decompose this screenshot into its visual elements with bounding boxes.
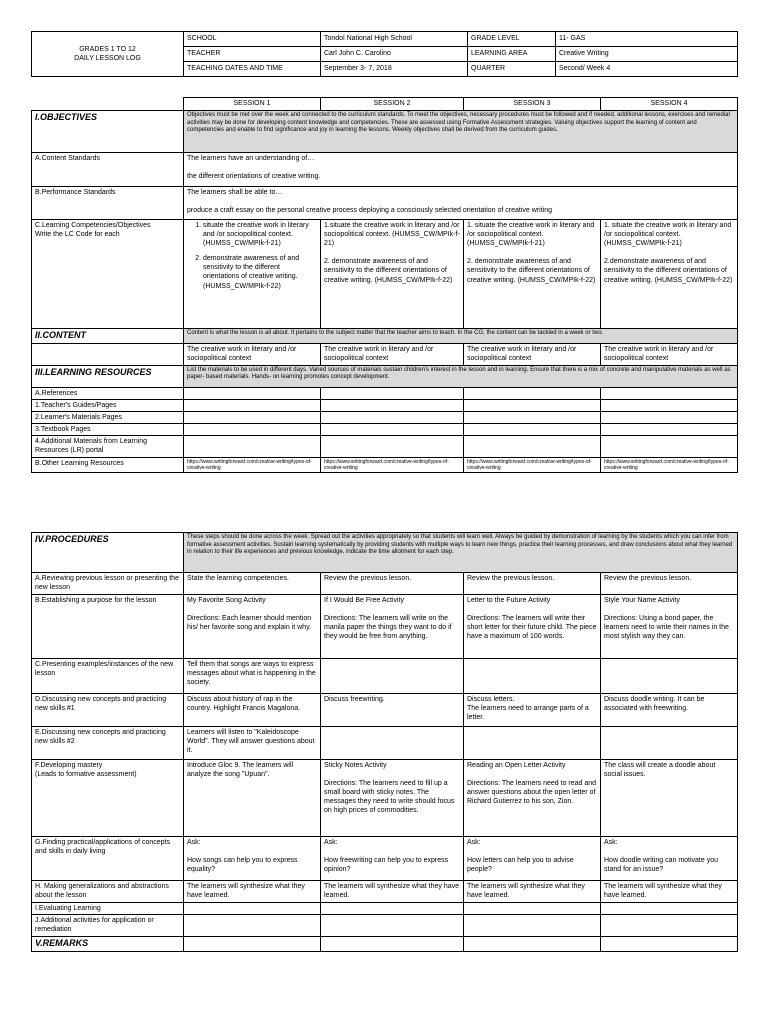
procedure-label: B.Establishing a purpose for the lesson — [32, 595, 184, 659]
lc-session-3: 1. situate the creative work in literary and /or sociopolitical context. (HUMSS_CW/MPIk-f-21) 2. demonstrate awareness of and sensitivity to the different orientations of creative writing. (HUMSS_CW/MPIk-f-22) — [464, 220, 601, 329]
learning-competencies-label: C.Learning Competencies/Objectives Write the LC Code for each — [32, 220, 184, 329]
procedure-cell: Reading an Open Letter Activity Directions: The learners need to read and answer questions about the open letter of Richard Gutierrez to his son, Zion. — [464, 760, 601, 837]
lesson-table-procedures — [31, 532, 738, 952]
procedure-cell — [321, 915, 464, 937]
procedure-cell: Introduce Gloc 9. The learners will analyze the song "Upuan". — [184, 760, 321, 837]
teacher-guides-s3 — [464, 399, 601, 411]
grade-label: GRADE LEVEL — [468, 32, 556, 47]
procedure-cell: My Favorite Song Activity Directions: Each learner should mention his/ her favorite song and explain it why. — [184, 595, 321, 659]
content-note: Content is what the lesson is all about. It pertains to the subject matter that the teacher aims to teach. In the CG, the content can be tackled in a week or two. — [184, 329, 738, 344]
procedure-label: I.Evaluating Learning — [32, 903, 184, 915]
performance-standards-text: The learners shall be able to… produce a craft essay on the personal creative process deploying a consciously selected orientation of creative writing — [184, 187, 738, 220]
procedure-cell: Letter to the Future Activity Directions: The learners will write their short letter for their future child. The piece have a maximum of 100 words. — [464, 595, 601, 659]
procedure-cell: The learners will synthesize what they have learned. — [321, 881, 464, 903]
resource-link[interactable]: https://www.writingforward.com/creative-writing/types-of-creative-writing — [321, 458, 464, 473]
learner-materials-s2 — [321, 411, 464, 423]
session-1-header: SESSION 1 — [184, 98, 321, 111]
learner-materials-s1 — [184, 411, 321, 423]
remarks-heading: V.REMARKS — [32, 937, 184, 952]
remarks-s4 — [601, 937, 738, 952]
procedure-cell: Ask: How doodle writing can motivate you stand for an issue? — [601, 837, 738, 881]
lesson-table-top — [31, 97, 738, 473]
procedure-cell: The learners will synthesize what they have learned. — [184, 881, 321, 903]
teacher-guides-s2 — [321, 399, 464, 411]
textbook-s1 — [184, 423, 321, 435]
procedure-cell — [464, 915, 601, 937]
document-title: GRADES 1 TO 12 DAILY LESSON LOG — [32, 32, 184, 77]
references-s1 — [184, 387, 321, 399]
procedure-cell: Style Your Name Activity Directions: Using a bond paper, the learners need to write their names in the most stylish way they can. — [601, 595, 738, 659]
procedure-cell — [321, 903, 464, 915]
session-2-header: SESSION 2 — [321, 98, 464, 111]
references-label: A.References — [32, 387, 184, 399]
grade-value: 11- GAS — [556, 32, 738, 47]
procedure-cell — [321, 659, 464, 694]
procedure-cell: State the learning competencies. — [184, 573, 321, 595]
additional-s3 — [464, 436, 601, 458]
session-4-header: SESSION 4 — [601, 98, 738, 111]
additional-s4 — [601, 436, 738, 458]
remarks-s3 — [464, 937, 601, 952]
procedure-cell — [601, 915, 738, 937]
textbook-pages-label: 3.Textbook Pages — [32, 423, 184, 435]
procedure-cell — [184, 903, 321, 915]
area-label: LEARNING AREA — [468, 47, 556, 62]
procedure-cell — [321, 727, 464, 760]
content-standards-text: The learners have an understanding of… the different orientations of creative writing. — [184, 153, 738, 187]
procedure-cell: Discuss doodle writing. It can be associated with freewriting. — [601, 694, 738, 727]
content-session-3: The creative work in literary and /or sociopolitical context — [464, 343, 601, 365]
procedure-cell: Review the previous lesson. — [464, 573, 601, 595]
learning-resources-note: List the materials to be used in different days. Varied sources of materials sustain children's interest in the lesson and in learning. Ensure that there is a mix of concrete and manipulative materials as well as paper- based materials. Hands- on learning promotes concept development. — [184, 365, 738, 387]
procedure-label: C.Presenting examples/instances of the new lesson — [32, 659, 184, 694]
session-header-spacer — [32, 98, 184, 111]
procedures-heading: IV.PROCEDURES — [32, 533, 184, 573]
references-s2 — [321, 387, 464, 399]
procedure-label: F.Developing mastery (Leads to formative assessment) — [32, 760, 184, 837]
teacher-value: Carl John C. Carolino — [321, 47, 468, 62]
content-standards-label: A.Content Standards — [32, 153, 184, 187]
procedure-cell: Discuss letters. The learners need to arrange parts of a letter. — [464, 694, 601, 727]
learner-materials-s3 — [464, 411, 601, 423]
references-s3 — [464, 387, 601, 399]
additional-s1 — [184, 436, 321, 458]
procedure-cell — [184, 915, 321, 937]
procedure-cell: If I Would Be Free Activity Directions: The learners will write on the manila paper the things they want to do if they would be free from anything. — [321, 595, 464, 659]
other-resources-label: B.Other Learning Resources — [32, 458, 184, 473]
procedure-cell: The learners will synthesize what they have learned. — [464, 881, 601, 903]
procedure-cell — [601, 903, 738, 915]
procedure-cell: Review the previous lesson. — [321, 573, 464, 595]
objectives-heading: I.OBJECTIVES — [32, 111, 184, 153]
procedure-label: J.Additional activities for application or remediation — [32, 915, 184, 937]
procedure-cell: Discuss freewriting. — [321, 694, 464, 727]
procedure-label: D.Discussing new concepts and practicing new skills #1 — [32, 694, 184, 727]
additional-materials-label: 4.Additional Materials from Learning Resources (LR) portal — [32, 436, 184, 458]
procedure-cell: Review the previous lesson. — [601, 573, 738, 595]
resource-link[interactable]: https://www.writingforward.com/creative-writing/types-of-creative-writing — [464, 458, 601, 473]
lc-session-1-item: 1. situate the creative work in literary and /or sociopolitical context. (HUMSS_CW/MPIk-f-21) — [203, 221, 317, 248]
dates-label: TEACHING DATES AND TIME — [184, 62, 321, 77]
quarter-label: QUARTER — [468, 62, 556, 77]
lc-session-4: 1. situate the creative work in literary and /or sociopolitical context. (HUMSS_CW/MPIk-f-21) 2.demonstrate awareness of and sensitivity to the different orientations of creative writing. (HUMSS_CW/MPIk-f-22) — [601, 220, 738, 329]
performance-standards-label: B.Performance Standards — [32, 187, 184, 220]
procedure-cell: Ask: How freewriting can help you to express opinion? — [321, 837, 464, 881]
additional-s2 — [321, 436, 464, 458]
procedure-cell: The class will create a doodle about social issues. — [601, 760, 738, 837]
procedure-cell — [601, 659, 738, 694]
procedure-label: G.Finding practical/applications of concepts and skills in daily living — [32, 837, 184, 881]
school-value: Tondol National High School — [321, 32, 468, 47]
content-session-4: The creative work in literary and /or sociopolitical context — [601, 343, 738, 365]
procedures-note: These steps should be done across the week. Spread out the activities appropriately so that students will learn well. Always be guided by demonstration of learning by the students which you can infer from formative assessment activities. Sustain learning systematically by providing students with multiple ways to learn new things, practice their learning processes, and draw conclusions about what they learned in relation to their life experiences and previous knowledge, indicate the time allotment for each step. — [184, 533, 738, 573]
dates-value: September 3- 7, 2018 — [321, 62, 468, 77]
procedure-label: A.Reviewing previous lesson or presenting the new lesson — [32, 573, 184, 595]
procedure-cell: Tell them that songs are ways to express messages about what is happening in the society. — [184, 659, 321, 694]
references-s4 — [601, 387, 738, 399]
procedure-cell — [464, 903, 601, 915]
school-label: SCHOOL — [184, 32, 321, 47]
content-heading: II.CONTENT — [32, 329, 184, 344]
remarks-s2 — [321, 937, 464, 952]
lc-session-2: 1.situate the creative work in literary and /or sociopolitical context. (HUMSS_CW/MPIk-f-21) 2. demonstrate awareness of and sensitivity to the different orientations of creative writing. (HUMSS_CW/MPIk-f-22) — [321, 220, 464, 329]
quarter-value: Second/ Week 4 — [556, 62, 738, 77]
textbook-s4 — [601, 423, 738, 435]
teacher-guides-s4 — [601, 399, 738, 411]
resource-link[interactable]: https://www.writingforward.com/creative-writing/types-of-creative-writing — [601, 458, 738, 473]
procedure-cell — [464, 727, 601, 760]
learner-materials-s4 — [601, 411, 738, 423]
teacher-guides-label: 1.Teacher's Guides/Pages — [32, 399, 184, 411]
procedure-cell: Learners will listen to "Kaleidoscope World". They will answer questions about it. — [184, 727, 321, 760]
procedure-cell: Sticky Notes Activity Directions: The learners need to fill up a small board with sticky notes. The messages they need to write should focus on high prices of commodities. — [321, 760, 464, 837]
textbook-s2 — [321, 423, 464, 435]
content-session-1: The creative work in literary and /or sociopolitical context — [184, 343, 321, 365]
remarks-s1 — [184, 937, 321, 952]
procedure-label: E.Discussing new concepts and practicing new skills #2 — [32, 727, 184, 760]
procedure-cell — [464, 659, 601, 694]
teacher-label: TEACHER — [184, 47, 321, 62]
content-session-2: The creative work in literary and /or sociopolitical context — [321, 343, 464, 365]
header-table — [31, 31, 738, 77]
session-3-header: SESSION 3 — [464, 98, 601, 111]
procedure-cell: Discuss about history of rap in the country. Highlight Francis Magalona. — [184, 694, 321, 727]
objectives-note: Objectives must be met over the week and connected to the curriculum standards. To meet the objectives, necessary procedures must be followed and if needed, additional lessons, exercises and remedial activities may be done for developing content knowledge and competencies. These are assessed using Formative Assessment strategies. Valuing objectives support the learning of content and competencies and enable to find significance and joy in learning the lessons. Weekly objectives shall be derived from the curriculum guides. — [184, 111, 738, 153]
procedure-cell — [601, 727, 738, 760]
learning-resources-heading: III.LEARNING RESOURCES — [32, 365, 184, 387]
procedure-cell: Ask: How letters can help you to advise people? — [464, 837, 601, 881]
teacher-guides-s1 — [184, 399, 321, 411]
lc-session-1-item: 2. demonstrate awareness of and sensitivity to the different orientations of creative writing. (HUMSS_CW/MPIk-f-22) — [203, 254, 317, 290]
area-value: Creative Writing — [556, 47, 738, 62]
resource-link[interactable]: https://www.writingforward.com/creative-writing/types-of-creative-writing — [184, 458, 321, 473]
procedure-cell: The learners will synthesize what they have learned. — [601, 881, 738, 903]
procedure-cell: Ask: How songs can help you to express equality? — [184, 837, 321, 881]
textbook-s3 — [464, 423, 601, 435]
lc-session-1 — [184, 220, 321, 329]
content-spacer — [32, 343, 184, 365]
learner-materials-label: 2.Learner's Materials Pages — [32, 411, 184, 423]
procedure-label: H. Making generalizations and abstractions about the lesson — [32, 881, 184, 903]
